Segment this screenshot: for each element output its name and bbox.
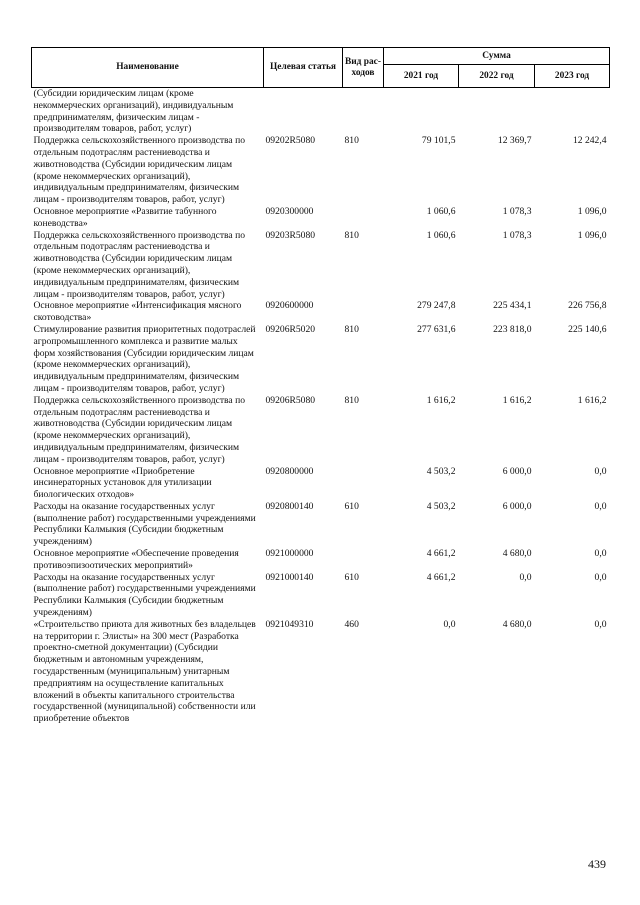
row-2023-cell: 0,0 (594, 618, 607, 630)
header-2021: 2021 год (384, 65, 459, 88)
row-2021-cell: 79 101,5 (421, 135, 456, 147)
row-name-cell: Основное мероприятие «Развитие табунного коневодства» (33, 205, 217, 229)
row-vid-cell: 810 (344, 323, 359, 335)
row-2021-cell (384, 88, 459, 136)
row-2023-cell: 1 616,2 (577, 394, 607, 406)
row-name-cell: «Строительство приюта для животных без владельцев на территории г. Элисты» на 300 мест (Разработка проектно-сметной документации) (Субсидии бюджетным и автономным учреждениям, государственным (муниципальным) унитарным предприятиям на осуществление капитальных вложений в объекты капитального строительства государственной (муниципальной) собственности или приобретение объектов (33, 618, 256, 725)
table-row (32, 206, 610, 230)
row-name-cell: Поддержка сельскохозяйственного производства по отдельным подотраслям растениеводства и животноводства (Субсидии юридическим лицам (кроме некоммерческих организаций), индивидуальным предпринимателям, физическим лицам - производителям товаров, работ, услуг) (33, 135, 246, 206)
row-vid-cell: 810 (344, 229, 359, 241)
row-2023-cell: 12 242,4 (572, 135, 607, 147)
row-name-cell: Расходы на оказание государственных услуг (выполнение работ) государственными учреждениями Республики Калмыкия (Субсидии бюджетным учреждениям) (33, 500, 256, 548)
row-vid-cell: 610 (344, 500, 359, 512)
table-row (32, 135, 610, 206)
row-name-cell: (Субсидии юридическим лицам (кроме некоммерческих организаций), индивидуальным предпринимателям, физическим лицам - производителям товаров, работ, услуг) (33, 88, 234, 135)
row-2022-cell: 1 078,3 (502, 229, 532, 241)
table-row (32, 619, 610, 725)
row-2022-cell: 12 369,7 (497, 135, 532, 147)
row-2021-cell: 1 060,6 (426, 229, 456, 241)
header-name: Наименование (32, 48, 264, 88)
row-code-cell: 0921000000 (265, 548, 314, 560)
table-row (32, 572, 610, 619)
row-2022-cell: 6 000,0 (502, 500, 532, 512)
row-2022-cell: 0,0 (519, 571, 532, 583)
table-row (32, 324, 610, 395)
table-body (32, 88, 610, 726)
header-2023: 2023 год (535, 65, 610, 88)
row-2023-cell (535, 88, 610, 136)
row-2022-cell: 1 616,2 (502, 394, 532, 406)
row-code-cell: 0920800140 (265, 500, 314, 512)
table-row (32, 395, 610, 466)
row-code-cell: 09206R5080 (265, 394, 316, 406)
table-row (32, 88, 610, 136)
row-name-cell: Поддержка сельскохозяйственного производства по отдельным подотраслям растениеводства и животноводства (Субсидии юридическим лицам (кроме некоммерческих организаций), индивидуальным предпринимателям, физическим лицам - производителям товаров, работ, услуг) (33, 229, 246, 300)
budget-table (31, 47, 610, 725)
row-vid-cell (343, 300, 384, 324)
row-2022-cell: 225 434,1 (493, 300, 532, 312)
row-2023-cell: 1 096,0 (577, 229, 607, 241)
row-2023-cell: 0,0 (594, 465, 607, 477)
row-2021-cell: 1 060,6 (426, 205, 456, 217)
row-vid-cell (343, 466, 384, 501)
row-name-cell: Стимулирование развития приоритетных подотраслей агропромышленного комплекса и развитие малых форм хозяйствования (Субсидии юридическим лицам (кроме некоммерческих организаций), индивидуальным предпринимателям, физическим лицам - производителям товаров, работ, услуг) (33, 323, 256, 394)
page-number: 439 (588, 857, 606, 871)
row-vid-cell (343, 548, 384, 572)
row-name-cell: Основное мероприятие «Приобретение инсинераторных установок для утилизации биологических отходов» (33, 465, 212, 501)
row-code-cell (264, 88, 343, 136)
row-code-cell: 09203R5080 (265, 229, 316, 241)
table-row (32, 466, 610, 501)
row-code-cell: 0920600000 (265, 300, 314, 312)
table-row (32, 548, 610, 572)
row-vid-cell: 810 (344, 135, 359, 147)
row-code-cell: 09206R5020 (265, 323, 316, 335)
table-row (32, 501, 610, 548)
row-name-cell: Поддержка сельскохозяйственного производства по отдельным подотраслям растениеводства и животноводства (Субсидии юридическим лицам (кроме некоммерческих организаций), индивидуальным предпринимателям, физическим лицам - производителям товаров, работ, услуг) (33, 394, 246, 465)
table-row (32, 230, 610, 301)
row-vid-cell (343, 88, 384, 136)
header-2022: 2022 год (459, 65, 535, 88)
row-code-cell: 0921000140 (265, 571, 314, 583)
header-vid: Вид рас-ходов (343, 48, 384, 88)
row-vid-cell: 810 (344, 394, 359, 406)
row-name-cell: Расходы на оказание государственных услуг (выполнение работ) государственными учреждениями Республики Калмыкия (Субсидии бюджетным учреждениям) (33, 571, 256, 619)
row-code-cell: 0920800000 (265, 465, 314, 477)
row-vid-cell: 460 (344, 618, 359, 630)
row-2023-cell: 225 140,6 (568, 323, 607, 335)
row-code-cell: 09202R5080 (265, 135, 316, 147)
table-row (32, 300, 610, 324)
row-vid-cell (343, 206, 384, 230)
row-2022-cell (459, 88, 535, 136)
row-2022-cell: 4 680,0 (502, 618, 532, 630)
row-2023-cell: 0,0 (594, 548, 607, 560)
row-2022-cell: 4 680,0 (502, 548, 532, 560)
row-code-cell: 0920300000 (265, 205, 314, 217)
header-code: Целевая статья (264, 48, 343, 88)
row-2021-cell: 1 616,2 (426, 394, 456, 406)
row-2021-cell: 279 247,8 (417, 300, 456, 312)
row-2022-cell: 1 078,3 (502, 205, 532, 217)
row-2023-cell: 0,0 (594, 571, 607, 583)
row-2022-cell: 223 818,0 (493, 323, 532, 335)
header-sum: Сумма (384, 48, 610, 65)
row-code-cell: 0921049310 (265, 618, 314, 630)
table-header (32, 48, 610, 88)
row-2023-cell: 0,0 (594, 500, 607, 512)
row-2021-cell: 0,0 (443, 618, 456, 630)
row-2021-cell: 4 503,2 (426, 465, 456, 477)
row-2021-cell: 4 661,2 (426, 548, 456, 560)
row-name-cell: Основное мероприятие «Интенсификация мясного скотоводства» (33, 300, 242, 324)
row-2021-cell: 4 503,2 (426, 500, 456, 512)
row-2021-cell: 277 631,6 (417, 323, 456, 335)
row-2022-cell: 6 000,0 (502, 465, 532, 477)
row-vid-cell: 610 (344, 571, 359, 583)
row-2023-cell: 1 096,0 (577, 205, 607, 217)
row-name-cell: Основное мероприятие «Обеспечение проведения противоэпизоотических мероприятий» (33, 548, 239, 571)
row-2023-cell: 226 756,8 (568, 300, 607, 312)
row-2021-cell: 4 661,2 (426, 571, 456, 583)
